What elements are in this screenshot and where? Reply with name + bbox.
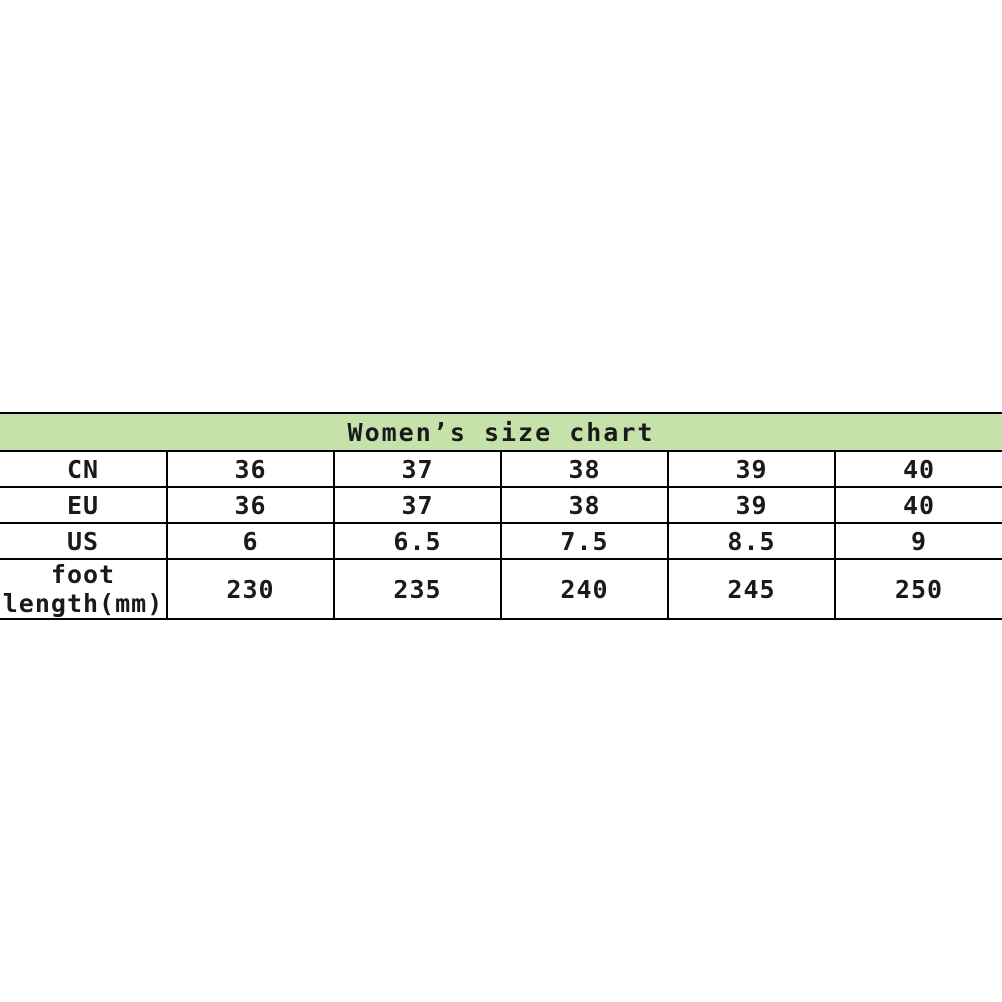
cell-us-1: 6 (167, 523, 334, 559)
cell-cn-1: 36 (167, 451, 334, 487)
table-row (0, 523, 1002, 559)
chart-title: Women’s size chart (0, 413, 1002, 451)
cell-foot-4: 245 (668, 559, 835, 619)
table-row (0, 559, 1002, 619)
table-title-row (0, 413, 1002, 451)
cell-eu-5: 40 (835, 487, 1002, 523)
row-label-foot-length: foot length(mm) (0, 559, 167, 619)
cell-us-2: 6.5 (334, 523, 501, 559)
cell-eu-3: 38 (501, 487, 668, 523)
cell-cn-5: 40 (835, 451, 1002, 487)
table-row (0, 451, 1002, 487)
womens-size-chart-table (0, 412, 1002, 620)
row-label-us: US (0, 523, 167, 559)
cell-us-4: 8.5 (668, 523, 835, 559)
size-chart-container (0, 412, 1002, 620)
cell-eu-4: 39 (668, 487, 835, 523)
cell-cn-3: 38 (501, 451, 668, 487)
cell-eu-1: 36 (167, 487, 334, 523)
row-label-eu: EU (0, 487, 167, 523)
cell-foot-3: 240 (501, 559, 668, 619)
cell-us-5: 9 (835, 523, 1002, 559)
table-row (0, 487, 1002, 523)
row-label-cn: CN (0, 451, 167, 487)
cell-cn-4: 39 (668, 451, 835, 487)
cell-eu-2: 37 (334, 487, 501, 523)
cell-cn-2: 37 (334, 451, 501, 487)
cell-foot-2: 235 (334, 559, 501, 619)
cell-foot-5: 250 (835, 559, 1002, 619)
cell-us-3: 7.5 (501, 523, 668, 559)
cell-foot-1: 230 (167, 559, 334, 619)
